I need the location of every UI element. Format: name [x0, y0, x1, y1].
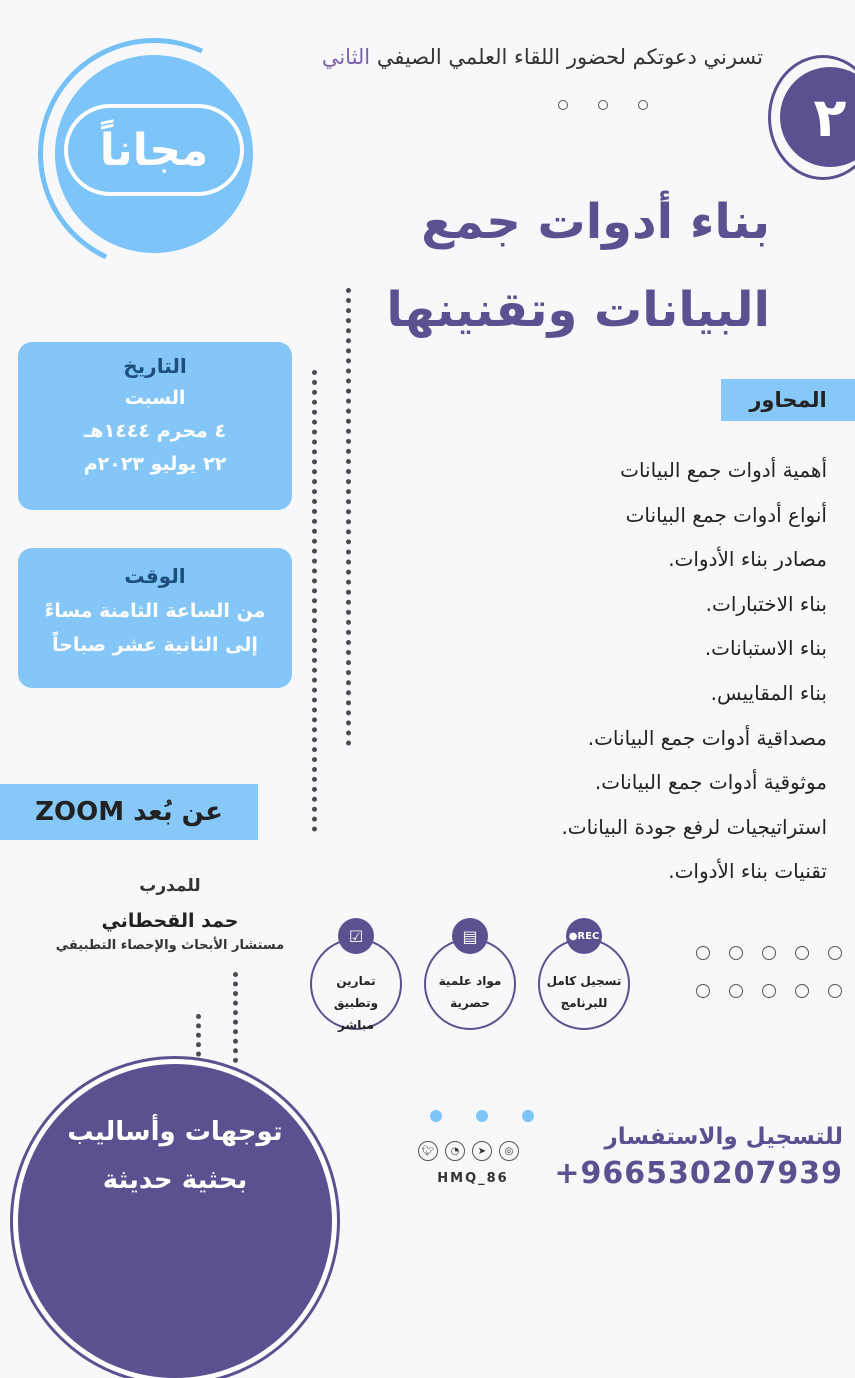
date-hijri: ٤ محرم ١٤٤٤هـ: [83, 420, 227, 442]
dot: [696, 946, 710, 960]
feature-label: مواد علمية حصرية: [438, 974, 502, 1010]
date-day: السبت: [124, 387, 186, 409]
register-phone[interactable]: +966530207939: [554, 1156, 843, 1191]
dot: [638, 100, 648, 110]
bottom-badge-text: توجهات وأساليب بحثية حديثة: [67, 1117, 283, 1195]
time-from: من الساعة الثامنة مساءً: [44, 600, 266, 622]
time-heading: الوقت: [124, 564, 186, 588]
dot: [828, 946, 842, 960]
trainer-info: [40, 876, 300, 953]
dotted-divider: [312, 370, 323, 832]
social-icons: [418, 1141, 519, 1161]
time-box: [18, 548, 292, 688]
topics-list: [561, 448, 827, 894]
topic-item: بناء الاختبارات.: [705, 591, 827, 616]
topic-item: مصداقية أدوات جمع البيانات.: [587, 725, 827, 750]
number-badge: ٢: [780, 67, 855, 167]
dot: [762, 946, 776, 960]
topic-item: تقنيات بناء الأدوات.: [668, 859, 827, 884]
topic-item: مصادر بناء الأدوات.: [668, 547, 827, 572]
papers-icon: ▤: [452, 918, 488, 954]
date-box: [18, 342, 292, 510]
date-heading: التاريخ: [123, 354, 187, 378]
invitation-text: [322, 45, 763, 69]
time-to: إلى الثانية عشر صباحاً: [52, 634, 258, 656]
dot: [696, 984, 710, 998]
rec-icon: ●REC: [566, 918, 602, 954]
topic-item: أنواع أدوات جمع البيانات: [625, 502, 827, 527]
trainer-label: للمدرب: [139, 876, 201, 896]
telegram-icon[interactable]: ➤: [472, 1141, 492, 1161]
feature-exercises: [310, 926, 402, 1032]
title-line-2: البيانات وتقنينها: [386, 282, 770, 338]
dot: [828, 984, 842, 998]
topics-heading: المحاور: [721, 379, 855, 421]
feature-label: تمارين وتطبيق مباشر: [333, 974, 379, 1032]
dot: [476, 1110, 488, 1122]
feature-materials: [424, 926, 516, 1030]
trainer-role: مستشار الأبحاث والإحصاء التطبيقي: [55, 938, 285, 953]
title-line-1: بناء أدوات جمع: [421, 194, 770, 250]
dotted-divider: [346, 288, 357, 746]
topic-item: بناء الاستبانات.: [704, 636, 827, 661]
decorative-dots: [430, 1110, 534, 1122]
register-label: للتسجيل والاستفسار: [604, 1124, 843, 1150]
dot: [795, 946, 809, 960]
dot: [795, 984, 809, 998]
exercise-icon: ☑: [338, 918, 374, 954]
dot: [762, 984, 776, 998]
topic-item: بناء المقاييس.: [710, 680, 827, 705]
social-handle: HMQ_86: [437, 1171, 509, 1186]
topic-item: استراتيجيات لرفع جودة البيانات.: [561, 814, 827, 839]
page-title: [386, 178, 770, 354]
feature-recording: [538, 930, 630, 1030]
snapchat-icon[interactable]: ◔: [445, 1141, 465, 1161]
dotted-divider: [233, 972, 244, 1082]
invitation-accent: الثاني: [321, 45, 371, 69]
dot: [430, 1110, 442, 1122]
twitter-icon[interactable]: 🐦︎: [418, 1141, 438, 1161]
registration-info: [554, 1124, 843, 1191]
dot: [729, 946, 743, 960]
dot: [729, 984, 743, 998]
instagram-icon[interactable]: ◎: [499, 1141, 519, 1161]
dotted-divider: [196, 1014, 207, 1066]
dot: [598, 100, 608, 110]
trainer-name: حمد القحطاني: [101, 910, 239, 932]
date-gregorian: ٢٢ يوليو ٢٠٢٣م: [83, 453, 227, 475]
dot: [558, 100, 568, 110]
feature-label: تسجيل كامل للبرنامج: [546, 974, 622, 1010]
zoom-banner: عن بُعد ZOOM: [0, 784, 258, 840]
dot: [522, 1110, 534, 1122]
decorative-dots: [558, 100, 648, 110]
invitation-main: تسرني دعوتكم لحضور اللقاء العلمي الصيفي: [376, 45, 763, 69]
free-badge-label: مجاناً: [64, 104, 244, 196]
decorative-dot-grid: [696, 946, 855, 998]
topic-item: أهمية أدوات جمع البيانات: [620, 458, 827, 482]
topic-item: موثوقية أدوات جمع البيانات.: [594, 770, 827, 795]
